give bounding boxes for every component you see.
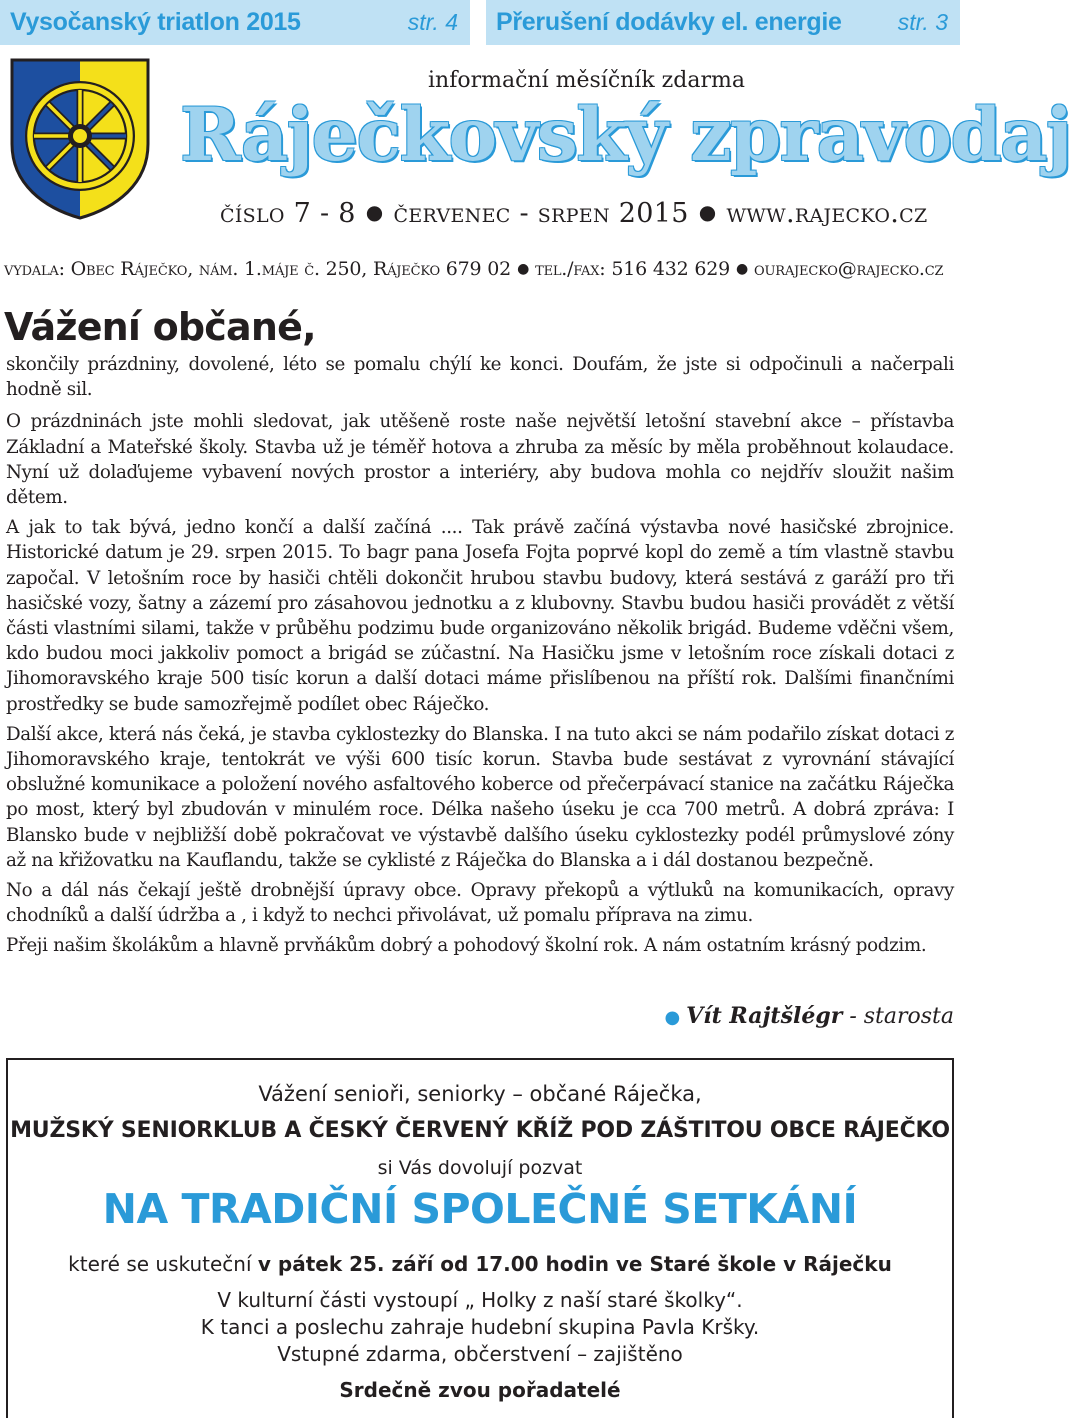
invitation-salutation: Vážení senioři, seniorky – občané Ráječka, <box>258 1082 702 1106</box>
invitation-organizers: MUŽSKÝ SENIORKLUB A ČESKÝ ČERVENÝ KŘÍŽ POD ZÁŠTITOU OBCE RÁJEČKO <box>10 1118 950 1143</box>
top-headlines-bar <box>0 0 960 48</box>
article-paragraph: A jak to tak bývá, jedno končí a další začíná .... Tak právě začíná výstavba nové hasičské zbrojnice. Historické datum je 29. srpen 2015. To bagr pana Josefa Fojta poprvé kopl do země a tím vlastně stavbu započal. V letošním roce by hasiči chtěli dokončit hrubou stavbu budovy, která sestává z garáží pro tři hasičské vozy, šatny a zázemí pro zásahovou jednotku a z klubovny. Stavbu budou hasiči provádět z větší části vlastními silami, takže v průběhu podzimu bude organizováno několik brigád. Budeme vděčni všem, kdo budou moci jakkoliv pomoct a brigád se zúčastní. Na Hasičku jsme v letošním roce získali dotaci z Jihomoravského kraje 500 tisíc korun a další dotaci máme přislíbenou na příští rok. Dalšími finančními prostředky se bude samozřejmě podílet obec Ráječko. <box>6 517 954 715</box>
headline-box-power-outage[interactable] <box>486 0 960 45</box>
publisher-email-link[interactable]: ourajecko@rajecko.cz <box>754 258 944 280</box>
signature-name: Vít Rajtšlégr <box>686 1003 843 1029</box>
invitation-when-prefix: které se uskuteční <box>68 1252 252 1276</box>
article-paragraph: O prázdninách jste mohli sledovat, jak utěšeně roste naše největší letošní stavební akce – přístavba Základní a Mateřské školy. Stavba už je téměř hotova a zhruba za měsíc by měla proběhnout kolaudace. Nyní už dolaďujeme vybavení nových prostor a interiéry, aby budova mohla co nejdřív sloužit našim dětem. <box>6 411 954 509</box>
article-paragraph: No a dál nás čekají ještě drobnější úpravy obce. Opravy překopů a výtluků na komunikacích, opravy chodníků a další údržba a , i když to nechci přivolávat, už pomalu příprava na zimu. <box>6 880 954 927</box>
headline-box-triathlon[interactable] <box>0 0 470 45</box>
website-link[interactable]: www.rajecko.cz <box>726 198 928 229</box>
issue-months: červenec - srpen 2015 <box>393 198 689 229</box>
article-paragraph: skončily prázdniny, dovolené, léto se pomalu chýlí ke konci. Doufám, že jste si odpočinuli a načerpali hodně sil. <box>6 354 954 401</box>
invitation-when <box>8 1252 952 1276</box>
bullet-icon: ● <box>365 200 384 224</box>
article-greeting: Vážení občané, <box>4 305 316 349</box>
headline-triathlon[interactable]: Vysočanský triatlon 2015 <box>10 8 301 36</box>
bullet-icon: ● <box>517 261 530 277</box>
mayor-article <box>6 352 954 964</box>
issue-number: číslo 7 - 8 <box>220 198 356 229</box>
headline-power-outage[interactable]: Přerušení dodávky el. energie <box>496 8 842 36</box>
invitation-closing: Srdečně zvou pořadatelé <box>339 1378 621 1402</box>
senior-meeting-invitation <box>6 1058 954 1418</box>
invitation-program-2: K tanci a poslechu zahraje hudební skupina Pavla Kršky. <box>200 1315 760 1339</box>
signature-role: - starosta <box>849 1004 954 1029</box>
newsletter-title: Ráječkovský zpravodaj <box>180 92 1071 178</box>
page-ref-3: str. 3 <box>897 9 948 35</box>
bullet-icon: ● <box>736 261 749 277</box>
tagline: informační měsíčník zdarma <box>428 68 745 93</box>
publisher-phone: tel./fax: 516 432 629 <box>535 258 730 280</box>
issue-line <box>220 198 927 229</box>
invitation-program-1: V kulturní části vystoupí „ Holky z naší staré školky“. <box>217 1288 743 1312</box>
article-signature <box>664 1003 954 1029</box>
invitation-entry: Vstupné zdarma, občerstvení – zajištěno <box>277 1342 683 1366</box>
article-paragraph: Přeji našim školákům a hlavně prvňákům dobrý a pohodový školní rok. A nám ostatním krásný podzim. <box>6 935 927 957</box>
invitation-when-detail: v pátek 25. září od 17.00 hodin ve Staré škole v Ráječku <box>257 1252 892 1276</box>
invitation-event-title: NA TRADIČNÍ SPOLEČNÉ SETKÁNÍ <box>102 1185 858 1233</box>
article-paragraph: Další akce, která nás čeká, je stavba cyklostezky do Blanska. I na tuto akci se nám podařilo získat dotaci z Jihomoravského kraje, tentokrát ve výši 600 tisíc korun. Stavba bude sestávat z vyrovnání stávající obslužné komunikace a položení nového asfaltového koberce od přečerpávací stanice na začátku Ráječka po most, který byl zbudován v minulém roce. Délka našeho úseku je cca 700 metrů. A dobrá zpráva: I Blansko bude v nejbližší době pokračovat ve výstavbě dalšího úseku cyklostezky podél průmyslové zóny až na křižovatku na Kauflandu, takže se cyklisté z Ráječka do Blanska a i dál dostanou bezpečně. <box>6 723 954 871</box>
page-ref-4: str. 4 <box>407 9 458 35</box>
bullet-icon: ● <box>664 1007 681 1028</box>
publisher-line <box>4 258 943 280</box>
bullet-icon: ● <box>698 200 717 224</box>
village-crest-icon <box>8 56 152 222</box>
invitation-invite: si Vás dovolují pozvat <box>377 1157 583 1179</box>
publisher-address: vydala: Obec Ráječko, nám. 1.máje č. 250, Ráječko 679 02 <box>4 258 512 280</box>
